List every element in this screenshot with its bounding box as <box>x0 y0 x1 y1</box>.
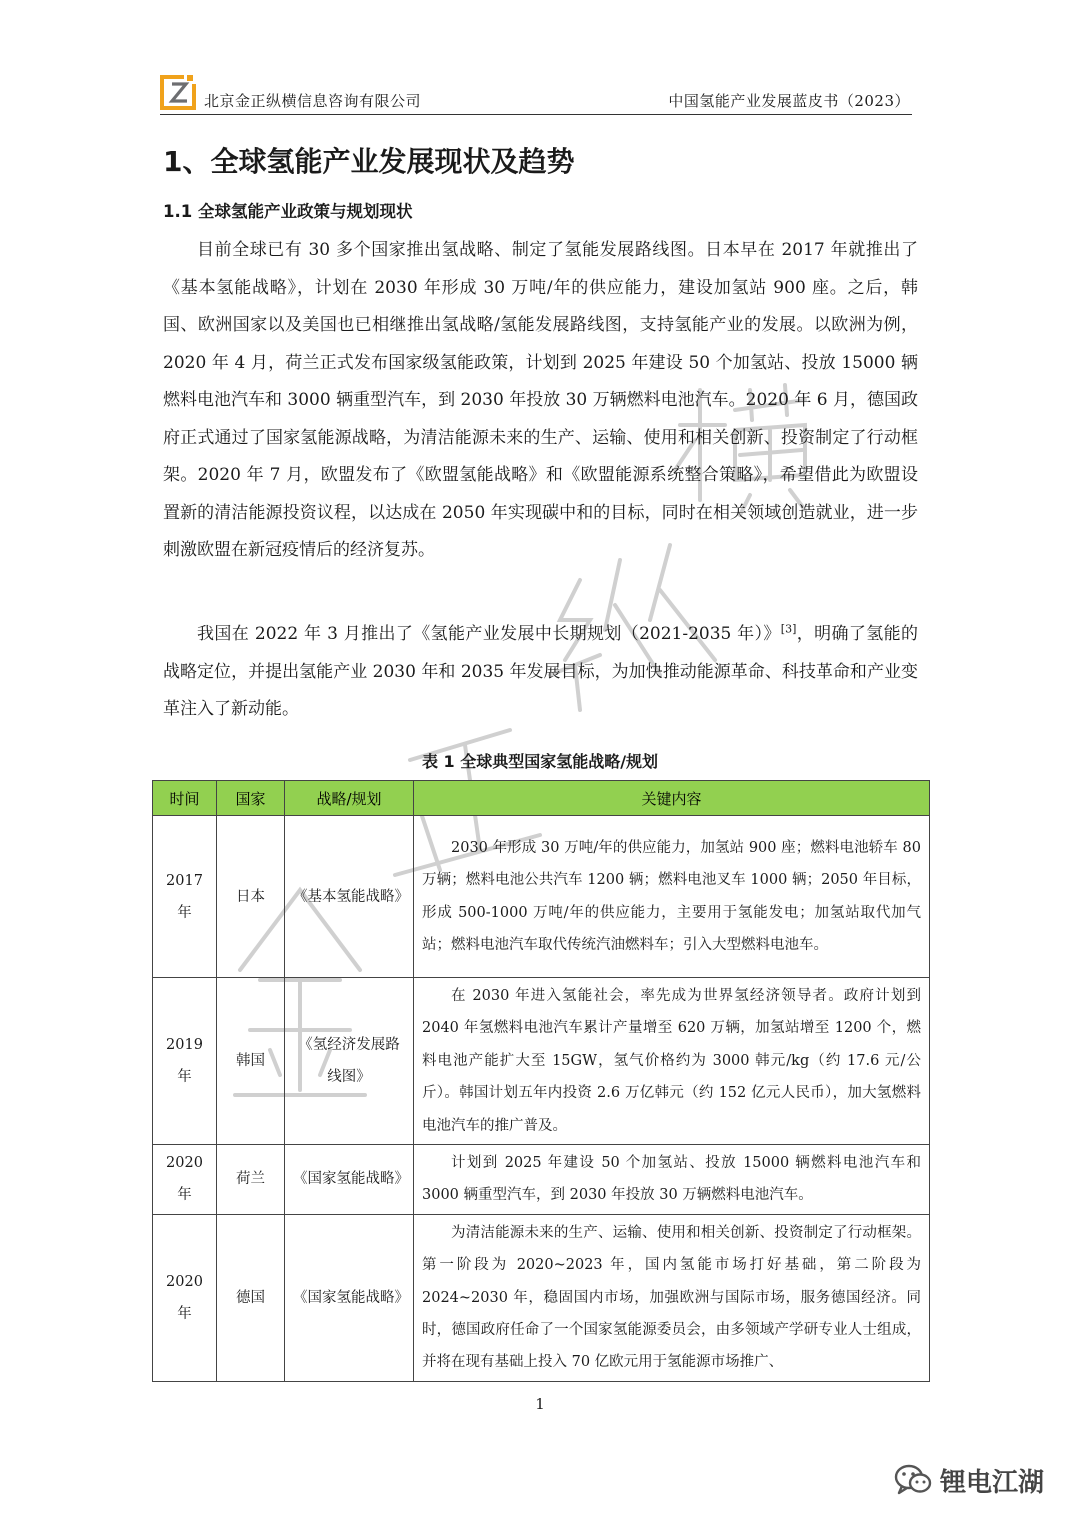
year-cell: 2017年 <box>153 816 217 978</box>
country-cell: 荷兰 <box>217 1145 285 1215</box>
column-header: 国家 <box>217 781 285 816</box>
strategy-cell: 《氢经济发展路线图》 <box>285 978 414 1145</box>
page-number: 1 <box>535 1395 545 1413</box>
book-title: 中国氢能产业发展蓝皮书（2023） <box>668 92 910 110</box>
wechat-badge[interactable] <box>894 1460 1044 1500</box>
strategy-cell: 《基本氢能战略》 <box>285 816 414 978</box>
content-cell <box>414 1145 930 1215</box>
content-text: 在 2030 年进入氢能社会，率先成为世界氢经济领导者。政府计划到 2040 年氢燃料电池汽车累计产量增至 620 万辆，加氢站增至 1200 个，燃料电池产能扩大至 15GW，氢气价格约为 3000 韩元/kg（约 17.6 元/公斤）。韩国计划五年内投资 2.6 万亿韩元（约 152 亿元人民币），加大氢燃料电池汽车的推广普及。 <box>422 988 921 1134</box>
paragraph-text: 我国在 2022 年 3 月推出了《氢能产业发展中长期规划（2021-2035 年）》 <box>197 624 781 644</box>
wechat-account-name: 锂电江湖 <box>939 1467 1044 1498</box>
year-cell: 2020年 <box>153 1214 217 1381</box>
subsection-heading: 1.1 全球氢能产业政策与规划现状 <box>163 202 413 221</box>
table-row <box>153 1145 930 1215</box>
country-cell: 德国 <box>217 1214 285 1381</box>
body-paragraph <box>163 616 918 729</box>
country-cell: 韩国 <box>217 978 285 1145</box>
jz-logo-icon <box>160 74 196 110</box>
citation-reference[interactable]: [3] <box>780 622 797 636</box>
company-name: 北京金正纵横信息咨询有限公司 <box>204 92 422 110</box>
year-cell: 2019年 <box>153 978 217 1145</box>
content-text: 为清洁能源未来的生产、运输、使用和相关创新、投资制定了行动框架。第一阶段为 2020~2023 年，国内氢能市场打好基础，第二阶段为 2024~2030 年，稳固国内市场，加强欧洲与国际市场，服务德国经济。同时，德国政府任命了一个国家氢能源委员会，由多领域产学研专业人士组成，并将在现有基础上投入 70 亿欧元用于氢能源市场推广、 <box>422 1224 921 1371</box>
column-header: 战略/规划 <box>285 781 414 816</box>
column-header: 时间 <box>153 781 217 816</box>
strategy-table <box>152 780 930 1382</box>
wechat-icon <box>894 1463 932 1497</box>
content-cell <box>414 816 930 978</box>
strategy-cell: 《国家氢能战略》 <box>285 1145 414 1215</box>
table-row <box>153 816 930 978</box>
content-cell <box>414 1214 930 1381</box>
page-header <box>160 72 912 115</box>
table-header-row <box>153 781 930 816</box>
content-cell <box>414 978 930 1145</box>
table-caption: 表 1 全球典型国家氢能战略/规划 <box>421 752 659 771</box>
body-paragraph: 目前全球已有 30 多个国家推出氢战略、制定了氢能发展路线图。日本早在 2017 年就推出了《基本氢能战略》，计划在 2030 年形成 30 万吨/年的供应能力，建设加氢站 900 座。之后，韩国、欧洲国家以及美国也已相继推出氢战略/氢能发展路线图，支持氢能产业的发展。以欧洲为例，2020 年 4 月，荷兰正式发布国家级氢能政策，计划到 2025 年建设 50 个加氢站、投放 15000 辆燃料电池汽车和 3000 辆重型汽车，到 2030 年投放 30 万辆燃料电池汽车。2020 年 6 月，德国政府正式通过了国家氢能源战略，为清洁能源未来的生产、运输、使用和相关创新、投资制定了行动框架。2020 年 7 月，欧盟发布了《欧盟氢能战略》和《欧盟能源系统整合策略》，希望借此为欧盟设置新的清洁能源投资议程，以达成在 2050 年实现碳中和的目标，同时在相关领域创造就业，进一步刺激欧盟在新冠疫情后的经济复苏。 <box>163 240 918 560</box>
table-row <box>153 978 930 1145</box>
content-text: 2030 年形成 30 万吨/年的供应能力，加氢站 900 座；燃料电池轿车 80 万辆；燃料电池公共汽车 1200 辆；燃料电池叉车 1000 辆；2050 年目标，形成 500-1000 万吨/年的供应能力，主要用于氢能发电；加氢站取代加气站；燃料电池汽车取代传统汽油燃料车；引入大型燃料电池车。 <box>422 839 921 953</box>
paragraph-text: ，明确了氢能的战略定位，并提出氢能产业 2030 年和 2035 年发展目标，为加快推动能源革命、科技革命和产业变革注入了新动能。 <box>163 624 919 719</box>
strategy-cell: 《国家氢能战略》 <box>285 1214 414 1381</box>
content-text: 计划到 2025 年建设 50 个加氢站、投放 15000 辆燃料电池汽车和 3000 辆重型汽车，到 2030 年投放 30 万辆燃料电池汽车。 <box>422 1155 921 1204</box>
country-cell: 日本 <box>217 816 285 978</box>
column-header: 关键内容 <box>414 781 930 816</box>
year-cell: 2020年 <box>153 1145 217 1215</box>
table-row <box>153 1214 930 1381</box>
section-heading: 1、全球氢能产业发展现状及趋势 <box>163 145 575 178</box>
